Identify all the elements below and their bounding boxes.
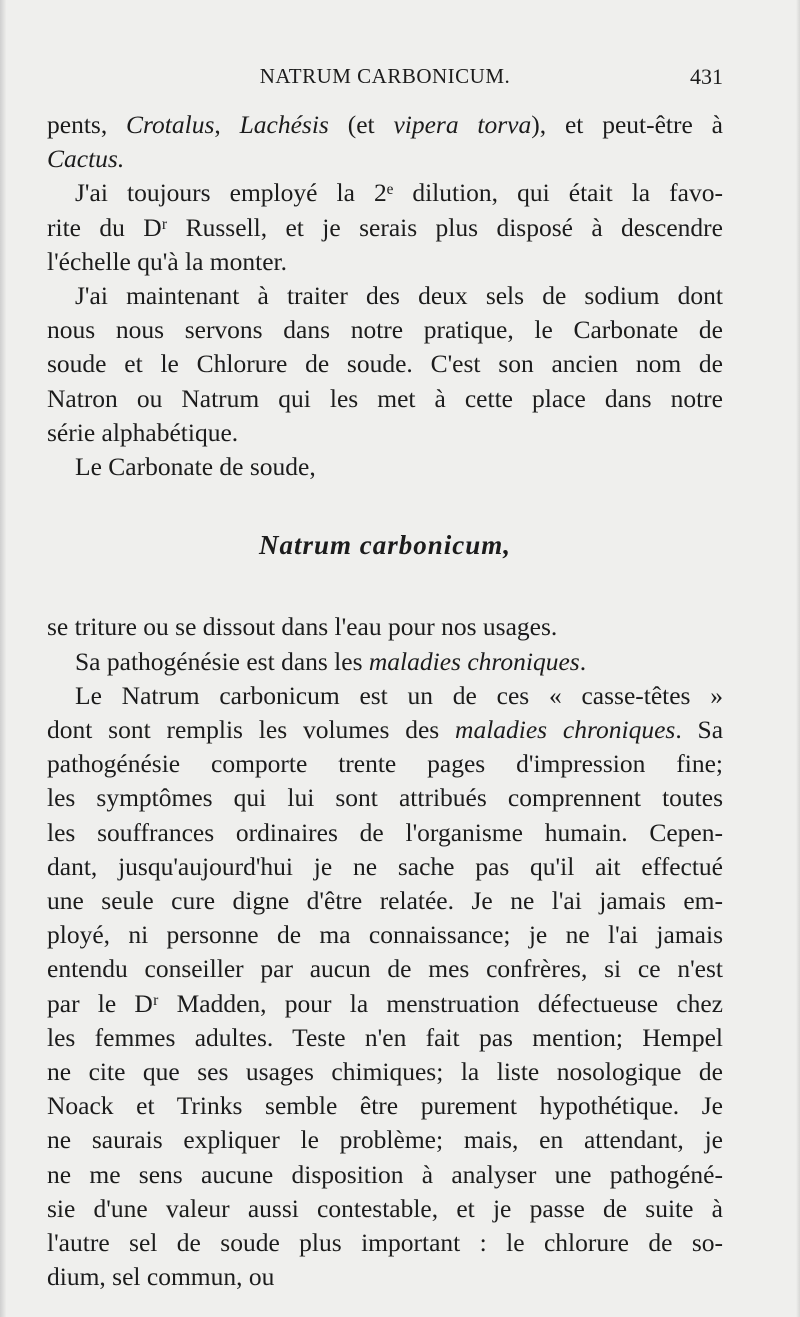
text-line <box>47 645 723 679</box>
text-line: J'ai toujours employé la 2ᵉ dilution, qui était la favo- <box>75 178 723 208</box>
text-line: l'autre sel de soude plus important : le chlorure de so- <box>47 1228 723 1258</box>
paragraph-pathogenesie <box>47 645 723 679</box>
text-line: Le Natrum carbonicum est un de ces « casse-têtes » <box>75 680 723 710</box>
text-line: ployé, ni personne de ma connaissance; je ne l'ai jamais <box>47 920 723 950</box>
text-line: Noack et Trinks semble être purement hypothétique. Je <box>47 1091 723 1121</box>
text-line: l'échelle qu'à la monter. <box>47 246 288 276</box>
italic-term: Lachésis <box>239 110 329 139</box>
page-edge-shadow-right <box>796 0 800 1317</box>
text-line: ne cite que ses usages chimiques; la liste nosologique de <box>47 1057 723 1087</box>
text-line: dium, sel commun, ou <box>47 1262 275 1292</box>
text-line: sie d'une valeur aussi contestable, et je passe de suite à <box>47 1193 723 1223</box>
text-line <box>47 713 723 747</box>
page-edge-shadow-left <box>0 0 6 1317</box>
italic-term: vipera torva <box>393 110 532 139</box>
text-run: . <box>579 646 587 676</box>
text-line: pathogénésie comporte trente pages d'impression fine; <box>47 749 723 779</box>
text-line: les femmes adultes. Teste n'en fait pas mention; Hempel <box>47 1022 723 1052</box>
text-line: une seule cure digne d'être relatée. Je ne l'ai jamais em- <box>47 886 723 916</box>
text-line: dant, jusqu'aujourd'hui je ne sache pas qu'il ait effectué <box>47 851 723 881</box>
text-line <box>47 108 723 142</box>
page-number: 431 <box>690 64 723 89</box>
paragraph-dilution <box>47 176 723 279</box>
italic-term: maladies chroniques <box>368 646 580 676</box>
text-line: ne saurais expliquer le problème; mais, en attendant, je <box>47 1125 723 1155</box>
text-run: . Sa <box>675 715 724 745</box>
text-line: entendu conseiller par aucun de mes confrères, si ce n'est <box>47 954 723 984</box>
text-line: Cactus. <box>47 144 125 174</box>
text-line: ne me sens aucune disposition à analyser une pathogéné- <box>47 1159 723 1189</box>
page-header <box>47 64 723 98</box>
paragraph-triture <box>47 610 723 644</box>
text-line: soude et le Chlorure de soude. C'est son ancien nom de <box>47 349 723 379</box>
running-head: NATRUM CARBONICUM. <box>259 64 511 88</box>
paragraph-carbonate-intro <box>47 450 723 484</box>
paragraph-sodium-salts <box>47 279 723 450</box>
text-line: rite du Dʳ Russell, et je serais plus disposé à descendre <box>47 212 723 242</box>
text-line: nous nous servons dans notre pratique, le Carbonate de <box>47 315 723 345</box>
body-text <box>47 108 723 1295</box>
italic-term: maladies chroniques <box>455 715 676 745</box>
text-run: (et <box>328 110 394 139</box>
text-run: dont sont remplis les volumes des <box>47 715 456 745</box>
text-line: Le Carbonate de soude, <box>75 452 316 482</box>
text-run: pents, <box>47 110 127 139</box>
text-line: se triture ou se dissout dans l'eau pour nos usages. <box>47 612 558 642</box>
text-line: les symptômes qui lui sont attribués comprennent toutes <box>47 783 723 813</box>
section-title: Natrum carbonicum, <box>258 530 512 561</box>
text-run: ), et peut-être à <box>531 110 723 139</box>
text-line: par le Dʳ Madden, pour la menstruation défectueuse chez <box>47 988 723 1018</box>
paragraph-casse-tetes <box>47 679 723 1295</box>
paragraph-remedies-end <box>47 108 723 176</box>
text-line: Natron ou Natrum qui les met à cette place dans notre <box>47 383 723 413</box>
text-line: les souffrances ordinaires de l'organisme humain. Cepen- <box>47 817 723 847</box>
text-run: Sa pathogénésie est dans les <box>75 646 369 676</box>
italic-term: Crotalus <box>126 110 215 139</box>
text-line: J'ai maintenant à traiter des deux sels de sodium dont <box>75 281 723 311</box>
text-run: , <box>214 110 240 139</box>
text-line: série alphabétique. <box>47 417 239 447</box>
